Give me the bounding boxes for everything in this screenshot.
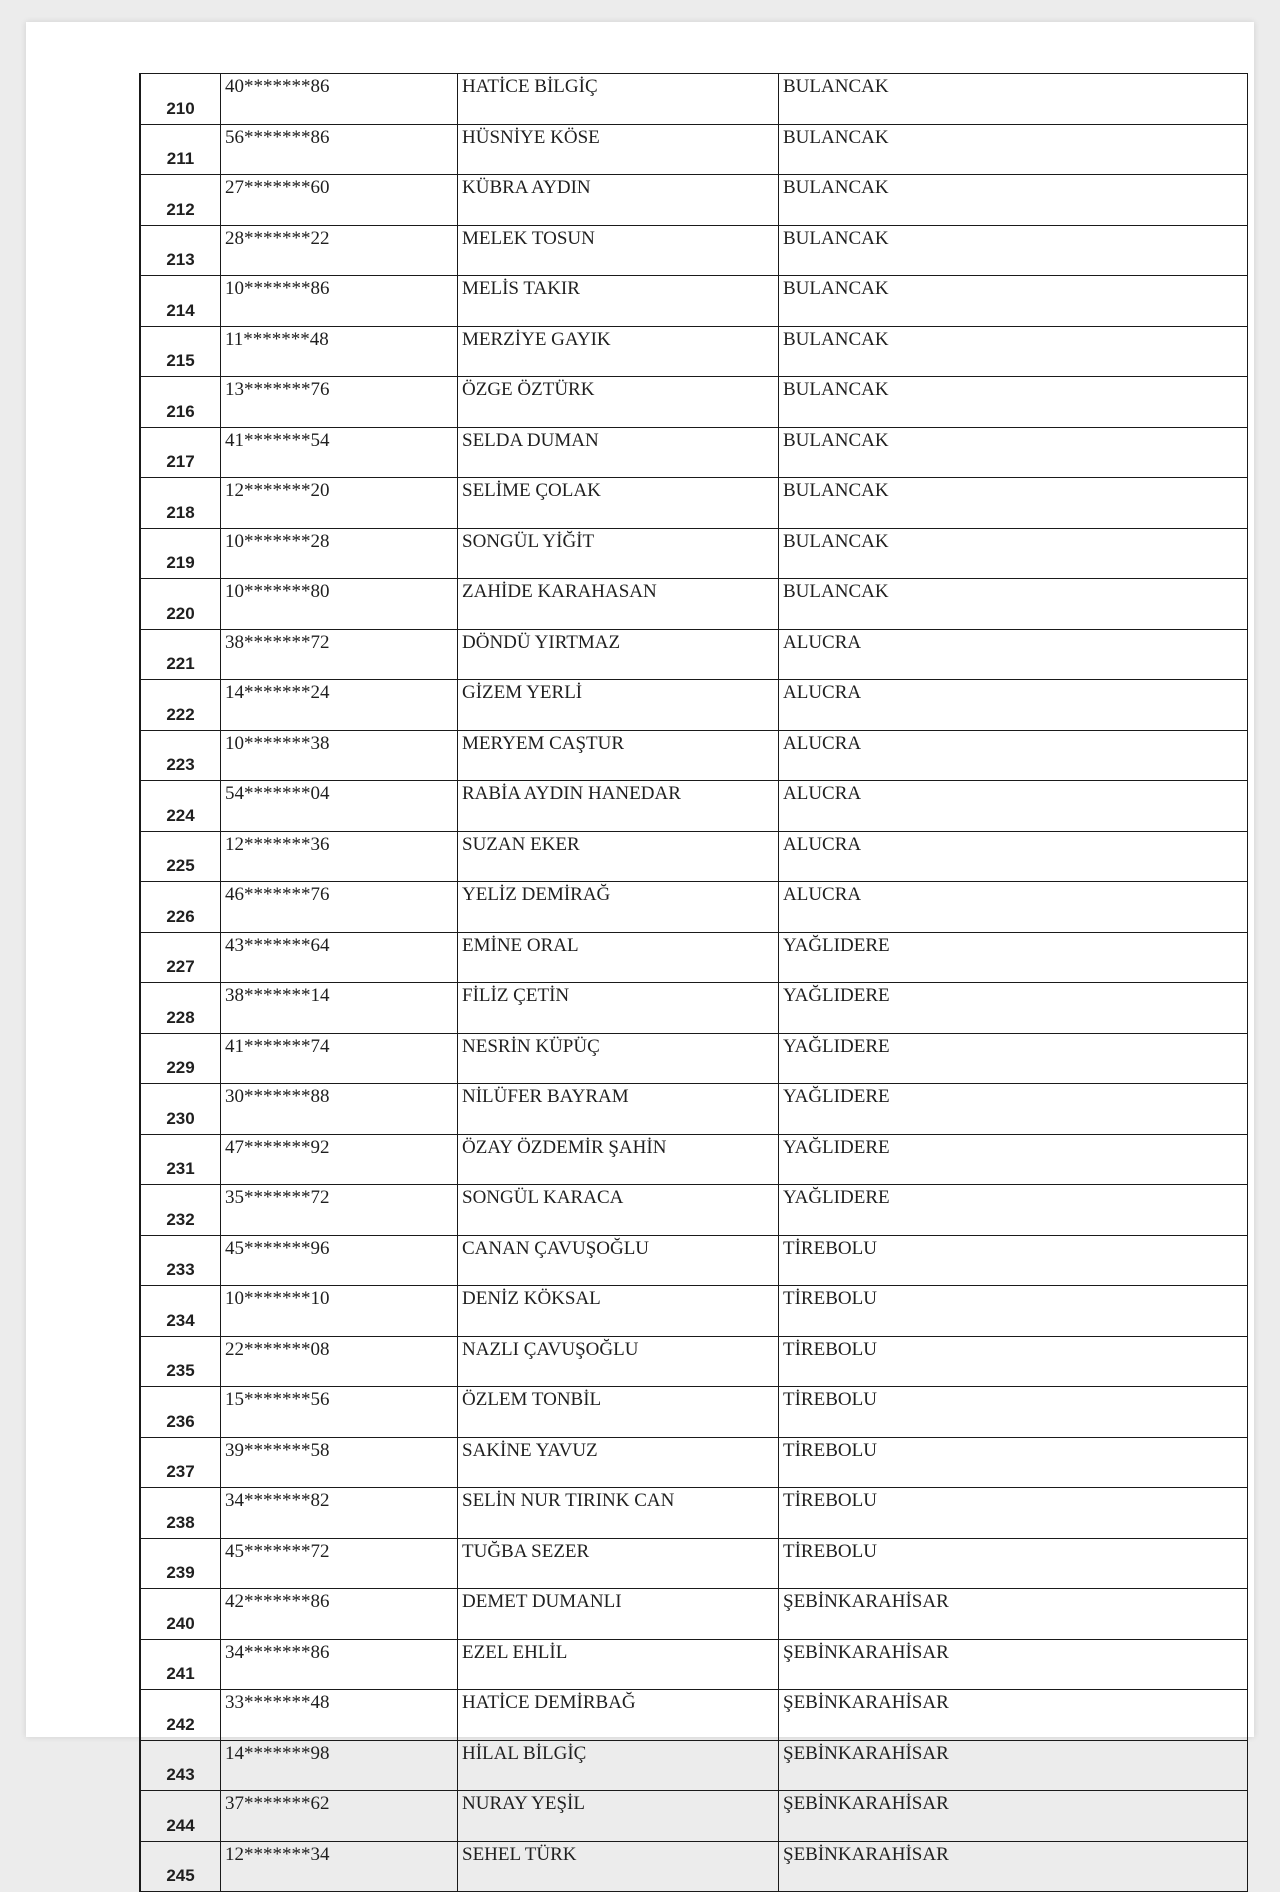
district: ALUCRA [779,629,1248,680]
row-number: 244 [140,1791,221,1842]
masked-id: 10*******80 [221,579,458,630]
district: ALUCRA [779,781,1248,832]
row-number: 218 [140,478,221,529]
table-row [140,478,1248,529]
row-number: 235 [140,1336,221,1387]
masked-id: 12*******20 [221,478,458,529]
table-row [140,528,1248,579]
person-name: HÜSNİYE KÖSE [458,124,779,175]
table-row [140,1639,1248,1690]
person-name: ÖZLEM TONBİL [458,1387,779,1438]
masked-id: 11*******48 [221,326,458,377]
table-row [140,579,1248,630]
table-row [140,1134,1248,1185]
person-name: MELEK TOSUN [458,225,779,276]
person-name: NURAY YEŞİL [458,1791,779,1842]
row-number: 237 [140,1437,221,1488]
person-name: DÖNDÜ YIRTMAZ [458,629,779,680]
row-number: 236 [140,1387,221,1438]
row-number: 230 [140,1084,221,1135]
row-number: 227 [140,932,221,983]
masked-id: 15*******56 [221,1387,458,1438]
district: ŞEBİNKARAHİSAR [779,1791,1248,1842]
row-number: 219 [140,528,221,579]
district: TİREBOLU [779,1437,1248,1488]
row-number: 224 [140,781,221,832]
table-row [140,1387,1248,1438]
masked-id: 13*******76 [221,377,458,428]
person-name: EMİNE ORAL [458,932,779,983]
masked-id: 14*******98 [221,1740,458,1791]
district: BULANCAK [779,579,1248,630]
table-row [140,730,1248,781]
table-body [140,74,1248,1892]
row-number: 211 [140,124,221,175]
row-number: 241 [140,1639,221,1690]
table-row [140,882,1248,933]
person-name: SEHEL TÜRK [458,1841,779,1892]
person-name: NAZLI ÇAVUŞOĞLU [458,1336,779,1387]
table-row [140,1437,1248,1488]
row-number: 217 [140,427,221,478]
district: BULANCAK [779,74,1248,125]
district: YAĞLIDERE [779,932,1248,983]
person-name: RABİA AYDIN HANEDAR [458,781,779,832]
table-row [140,680,1248,731]
masked-id: 42*******86 [221,1589,458,1640]
person-name: FİLİZ ÇETİN [458,983,779,1034]
district: YAĞLIDERE [779,1134,1248,1185]
row-number: 243 [140,1740,221,1791]
person-name: SONGÜL KARACA [458,1185,779,1236]
person-name: EZEL EHLİL [458,1639,779,1690]
row-number: 216 [140,377,221,428]
table-row [140,124,1248,175]
table-row [140,225,1248,276]
masked-id: 34*******82 [221,1488,458,1539]
table-row [140,932,1248,983]
row-number: 242 [140,1690,221,1741]
masked-id: 56*******86 [221,124,458,175]
table-row [140,1740,1248,1791]
row-number: 223 [140,730,221,781]
row-number: 210 [140,74,221,125]
district: ŞEBİNKARAHİSAR [779,1589,1248,1640]
masked-id: 22*******08 [221,1336,458,1387]
district: BULANCAK [779,225,1248,276]
district: YAĞLIDERE [779,1033,1248,1084]
district: TİREBOLU [779,1286,1248,1337]
row-number: 215 [140,326,221,377]
row-number: 238 [140,1488,221,1539]
person-name: HATİCE DEMİRBAĞ [458,1690,779,1741]
district: TİREBOLU [779,1488,1248,1539]
row-number: 212 [140,175,221,226]
masked-id: 41*******74 [221,1033,458,1084]
masked-id: 46*******76 [221,882,458,933]
table-row [140,74,1248,125]
masked-id: 14*******24 [221,680,458,731]
table-row [140,781,1248,832]
district: TİREBOLU [779,1336,1248,1387]
masked-id: 47*******92 [221,1134,458,1185]
district: ŞEBİNKARAHİSAR [779,1639,1248,1690]
masked-id: 38*******14 [221,983,458,1034]
district: ALUCRA [779,730,1248,781]
table-row [140,1538,1248,1589]
table-row [140,1791,1248,1842]
table-row [140,831,1248,882]
table-row [140,629,1248,680]
district: BULANCAK [779,528,1248,579]
masked-id: 10*******86 [221,276,458,327]
masked-id: 39*******58 [221,1437,458,1488]
person-name: ÖZAY ÖZDEMİR ŞAHİN [458,1134,779,1185]
person-name: SUZAN EKER [458,831,779,882]
table-row [140,1235,1248,1286]
person-name: KÜBRA AYDIN [458,175,779,226]
masked-id: 30*******88 [221,1084,458,1135]
row-number: 220 [140,579,221,630]
row-number: 222 [140,680,221,731]
document-page [26,22,1254,1885]
row-number: 234 [140,1286,221,1337]
table-row [140,1488,1248,1539]
masked-id: 28*******22 [221,225,458,276]
row-number: 245 [140,1841,221,1892]
district: BULANCAK [779,124,1248,175]
person-name: NİLÜFER BAYRAM [458,1084,779,1135]
person-name: ZAHİDE KARAHASAN [458,579,779,630]
row-number: 229 [140,1033,221,1084]
district: TİREBOLU [779,1538,1248,1589]
row-number: 228 [140,983,221,1034]
table-row [140,1033,1248,1084]
participant-table [139,73,1248,1892]
district: ALUCRA [779,831,1248,882]
row-number: 240 [140,1589,221,1640]
person-name: GİZEM YERLİ [458,680,779,731]
masked-id: 54*******04 [221,781,458,832]
person-name: HİLAL BİLGİÇ [458,1740,779,1791]
row-number: 232 [140,1185,221,1236]
person-name: MERYEM CAŞTUR [458,730,779,781]
district: ALUCRA [779,882,1248,933]
masked-id: 27*******60 [221,175,458,226]
row-number: 225 [140,831,221,882]
row-number: 214 [140,276,221,327]
person-name: DENİZ KÖKSAL [458,1286,779,1337]
table-row [140,427,1248,478]
masked-id: 12*******36 [221,831,458,882]
row-number: 213 [140,225,221,276]
masked-id: 38*******72 [221,629,458,680]
district: BULANCAK [779,377,1248,428]
table-row [140,276,1248,327]
district: ALUCRA [779,680,1248,731]
masked-id: 45*******72 [221,1538,458,1589]
masked-id: 35*******72 [221,1185,458,1236]
table-row [140,1185,1248,1236]
masked-id: 10*******10 [221,1286,458,1337]
row-number: 221 [140,629,221,680]
table-row [140,1589,1248,1640]
masked-id: 10*******28 [221,528,458,579]
masked-id: 43*******64 [221,932,458,983]
district: TİREBOLU [779,1235,1248,1286]
table-row [140,1841,1248,1892]
district: BULANCAK [779,478,1248,529]
table-row [140,1286,1248,1337]
masked-id: 34*******86 [221,1639,458,1690]
district: ŞEBİNKARAHİSAR [779,1740,1248,1791]
district: BULANCAK [779,326,1248,377]
table-row [140,1336,1248,1387]
table-row [140,1084,1248,1135]
district: ŞEBİNKARAHİSAR [779,1690,1248,1741]
person-name: SELİME ÇOLAK [458,478,779,529]
row-number: 231 [140,1134,221,1185]
district: BULANCAK [779,427,1248,478]
district: YAĞLIDERE [779,1185,1248,1236]
person-name: SELDA DUMAN [458,427,779,478]
row-number: 226 [140,882,221,933]
person-name: SONGÜL YİĞİT [458,528,779,579]
person-name: MELİS TAKIR [458,276,779,327]
district: ŞEBİNKARAHİSAR [779,1841,1248,1892]
person-name: CANAN ÇAVUŞOĞLU [458,1235,779,1286]
table-row [140,175,1248,226]
row-number: 239 [140,1538,221,1589]
person-name: ÖZGE ÖZTÜRK [458,377,779,428]
table-row [140,1690,1248,1741]
person-name: HATİCE BİLGİÇ [458,74,779,125]
masked-id: 40*******86 [221,74,458,125]
masked-id: 33*******48 [221,1690,458,1741]
district: YAĞLIDERE [779,983,1248,1034]
district: YAĞLIDERE [779,1084,1248,1135]
district: TİREBOLU [779,1387,1248,1438]
district: BULANCAK [779,175,1248,226]
table-row [140,983,1248,1034]
person-name: SELİN NUR TIRINK CAN [458,1488,779,1539]
person-name: NESRİN KÜPÜÇ [458,1033,779,1084]
table-row [140,377,1248,428]
person-name: MERZİYE GAYIK [458,326,779,377]
masked-id: 41*******54 [221,427,458,478]
person-name: SAKİNE YAVUZ [458,1437,779,1488]
masked-id: 10*******38 [221,730,458,781]
table-row [140,326,1248,377]
district: BULANCAK [779,276,1248,327]
row-number: 233 [140,1235,221,1286]
masked-id: 37*******62 [221,1791,458,1842]
person-name: DEMET DUMANLI [458,1589,779,1640]
masked-id: 45*******96 [221,1235,458,1286]
masked-id: 12*******34 [221,1841,458,1892]
person-name: YELİZ DEMİRAĞ [458,882,779,933]
person-name: TUĞBA SEZER [458,1538,779,1589]
